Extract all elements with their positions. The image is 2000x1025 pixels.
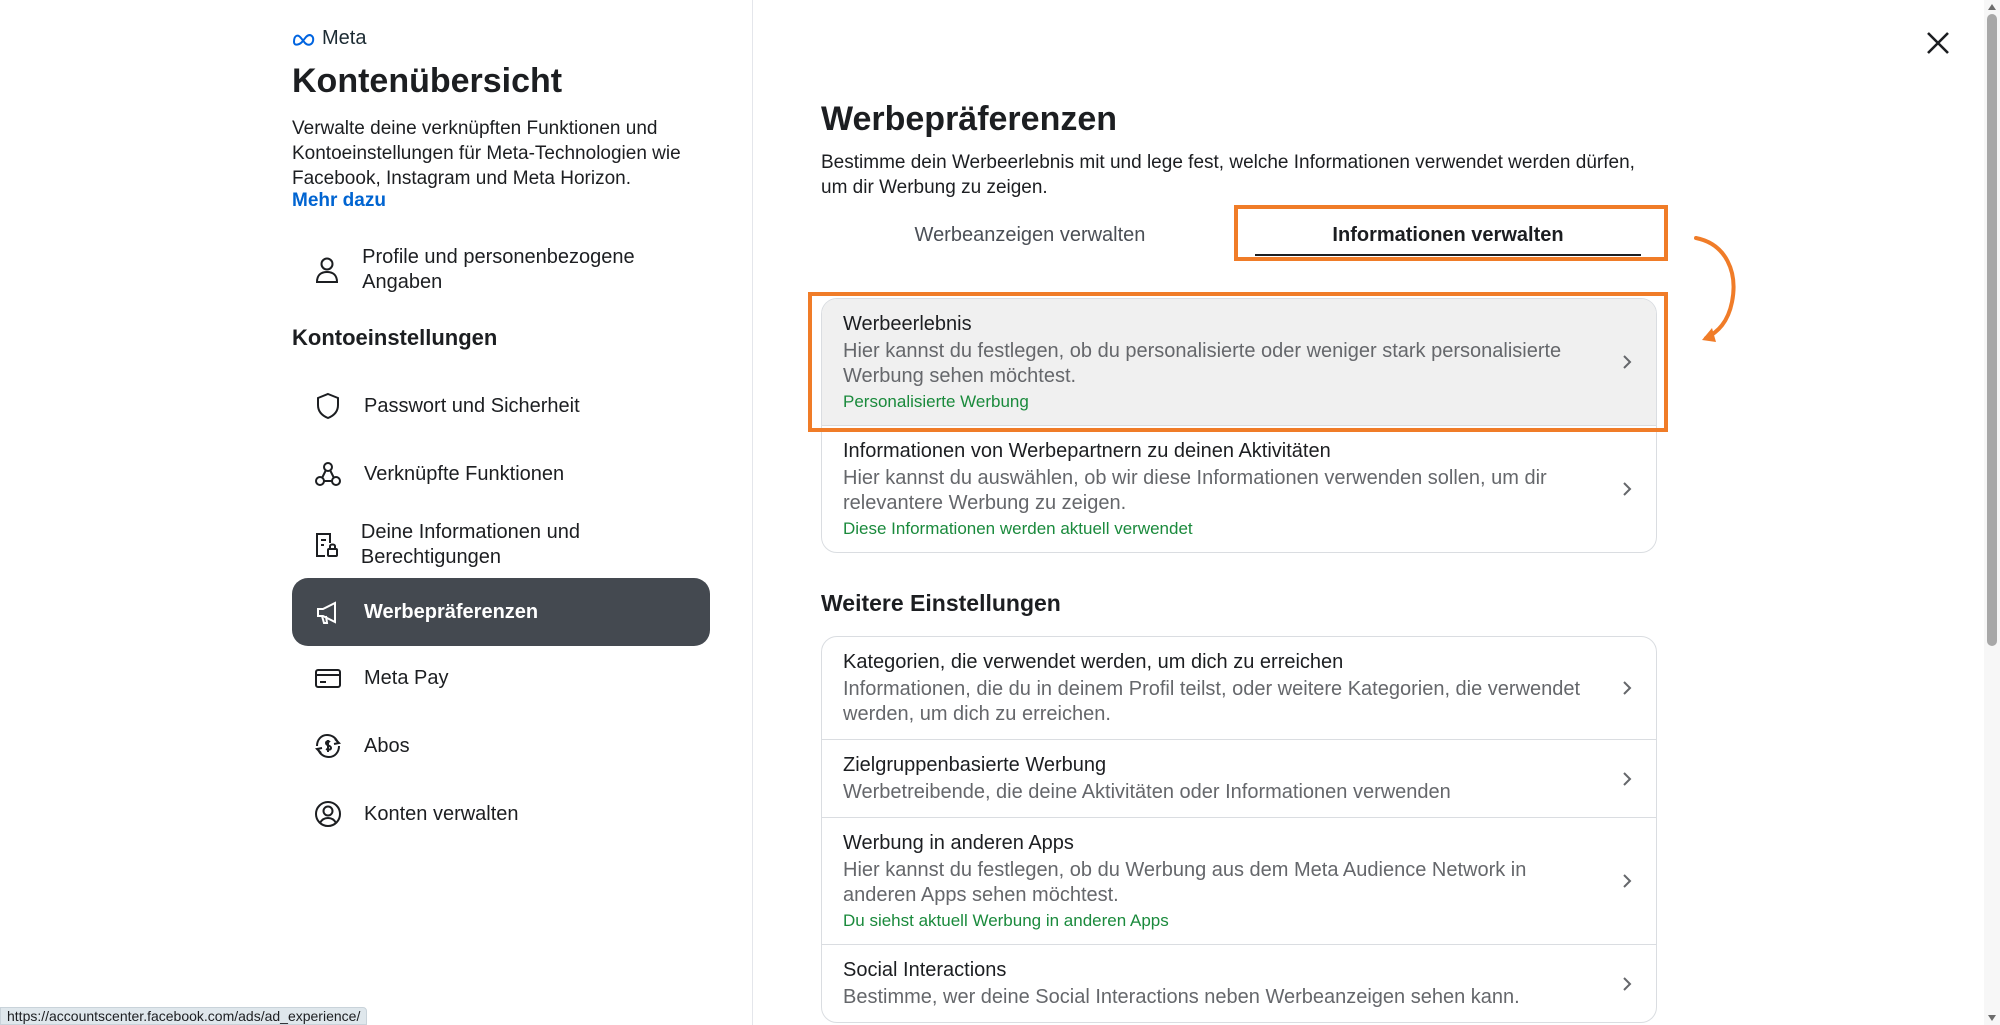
sidebar-description: Verwalte deine verknüpften Funktionen und Kontoeinstellungen für Meta-Technologien wie Facebook, Instagram und Meta Horizon. (292, 118, 681, 189)
status-bar-url: https://accountscenter.facebook.com/ads/ad_experience/ (0, 1007, 367, 1025)
row-status: Diese Informationen werden aktuell verwendet (843, 519, 1193, 538)
learn-more-link[interactable]: Mehr dazu (292, 190, 386, 211)
row-title: Werbung in anderen Apps (843, 832, 1074, 854)
person-icon (292, 255, 362, 285)
sidebar-item-password-security[interactable] (292, 380, 710, 432)
sidebar-item-subscriptions[interactable] (292, 720, 710, 772)
close-icon (1920, 25, 1956, 61)
setting-row-categories[interactable] (822, 637, 1656, 740)
setting-row-ads-other-apps[interactable] (822, 818, 1656, 945)
megaphone-icon (292, 597, 364, 627)
page-title: Kontenübersicht (292, 62, 563, 100)
sidebar-item-label: Passwort und Sicherheit (364, 394, 580, 417)
meta-logo (292, 27, 366, 50)
scrollbar-thumb[interactable] (1987, 14, 1997, 646)
curved-arrow-annotation (1690, 232, 1750, 352)
chevron-right-icon (1620, 353, 1634, 371)
sidebar-item-connected-experiences[interactable] (292, 448, 710, 500)
shield-icon (292, 391, 364, 421)
setting-row-partner-activity[interactable] (822, 426, 1656, 552)
section-heading-account-settings: Kontoeinstellungen (292, 325, 498, 350)
row-title: Social Interactions (843, 959, 1007, 981)
sidebar (0, 0, 753, 1025)
main-title: Werbepräferenzen (821, 100, 1118, 138)
row-description: Hier kannst du auswählen, ob wir diese Informationen verwenden sollen, um dir relevantere Werbung zu zeigen. (843, 467, 1547, 514)
sidebar-item-label: Deine Informationen und Berechtigungen (360, 521, 580, 568)
document-lock-icon (292, 530, 361, 560)
sidebar-item-label: Konten verwalten (364, 802, 519, 825)
subscription-icon (292, 731, 364, 761)
sidebar-item-label: Werbepräferenzen (364, 600, 539, 623)
row-title: Werbeerlebnis (843, 313, 972, 335)
section-heading-more-settings: Weitere Einstellungen (821, 590, 1061, 616)
chevron-right-icon (1620, 679, 1634, 697)
close-button[interactable] (1920, 25, 1956, 61)
row-description: Werbetreibende, die deine Aktivitäten oder Informationen verwenden (843, 781, 1451, 803)
chevron-right-icon (1620, 480, 1634, 498)
row-description: Informationen, die du in deinem Profil teilst, oder weitere Kategorien, die verwendet werden, um dich zu erreichen. (843, 678, 1581, 725)
connected-nodes-icon (292, 459, 364, 489)
setting-row-audience-based-ads[interactable] (822, 740, 1656, 818)
meta-infinity-icon (292, 32, 316, 46)
chevron-right-icon (1620, 975, 1634, 993)
sidebar-item-manage-accounts[interactable] (292, 788, 710, 840)
row-description: Hier kannst du festlegen, ob du personalisierte oder weniger stark personalisierte Werbung sehen möchtest. (843, 340, 1562, 387)
row-title: Informationen von Werbepartnern zu deinen Aktivitäten (843, 440, 1331, 462)
vertical-scrollbar[interactable] (1984, 0, 2000, 1025)
row-title: Zielgruppenbasierte Werbung (843, 754, 1107, 776)
chevron-right-icon (1620, 770, 1634, 788)
setting-row-ad-experience[interactable] (822, 299, 1656, 426)
main-description: Bestimme dein Werbeerlebnis mit und lege fest, welche Informationen verwendet werden dürfen, um dir Werbung zu zeigen. (821, 152, 1635, 198)
more-settings-card (821, 636, 1657, 1023)
chevron-right-icon (1620, 872, 1634, 890)
brand-name: Meta (322, 27, 367, 49)
sidebar-item-meta-pay[interactable] (292, 652, 710, 704)
sidebar-item-label: Profile und personenbezogene Angaben (362, 246, 635, 293)
scroll-down-arrow-icon[interactable] (1988, 1015, 1996, 1021)
tab-bar (821, 210, 1657, 260)
row-description: Hier kannst du festlegen, ob du Werbung aus dem Meta Audience Network in anderen Apps sehen möchtest. (843, 859, 1527, 906)
row-title: Kategorien, die verwendet werden, um dich zu erreichen (843, 651, 1344, 673)
tab-manage-information[interactable]: Informationen verwalten (1239, 210, 1657, 260)
sidebar-item-label: Meta Pay (364, 666, 449, 689)
sidebar-item-profiles[interactable] (292, 244, 710, 296)
sidebar-item-your-information[interactable] (292, 516, 710, 574)
sidebar-item-ad-preferences[interactable] (292, 578, 710, 646)
sidebar-item-label: Verknüpfte Funktionen (364, 462, 565, 485)
credit-card-icon (292, 663, 364, 693)
primary-settings-card (821, 298, 1657, 553)
setting-row-social-interactions[interactable] (822, 945, 1656, 1022)
tab-manage-ads[interactable]: Werbeanzeigen verwalten (914, 223, 1146, 246)
sidebar-item-label: Abos (364, 734, 410, 757)
row-description: Bestimme, wer deine Social Interactions neben Werbeanzeigen sehen kann. (843, 986, 1520, 1008)
row-status: Du siehst aktuell Werbung in anderen Apps (843, 911, 1169, 930)
account-circle-icon (292, 799, 364, 829)
row-status: Personalisierte Werbung (843, 392, 1029, 411)
scroll-up-arrow-icon[interactable] (1988, 4, 1996, 10)
